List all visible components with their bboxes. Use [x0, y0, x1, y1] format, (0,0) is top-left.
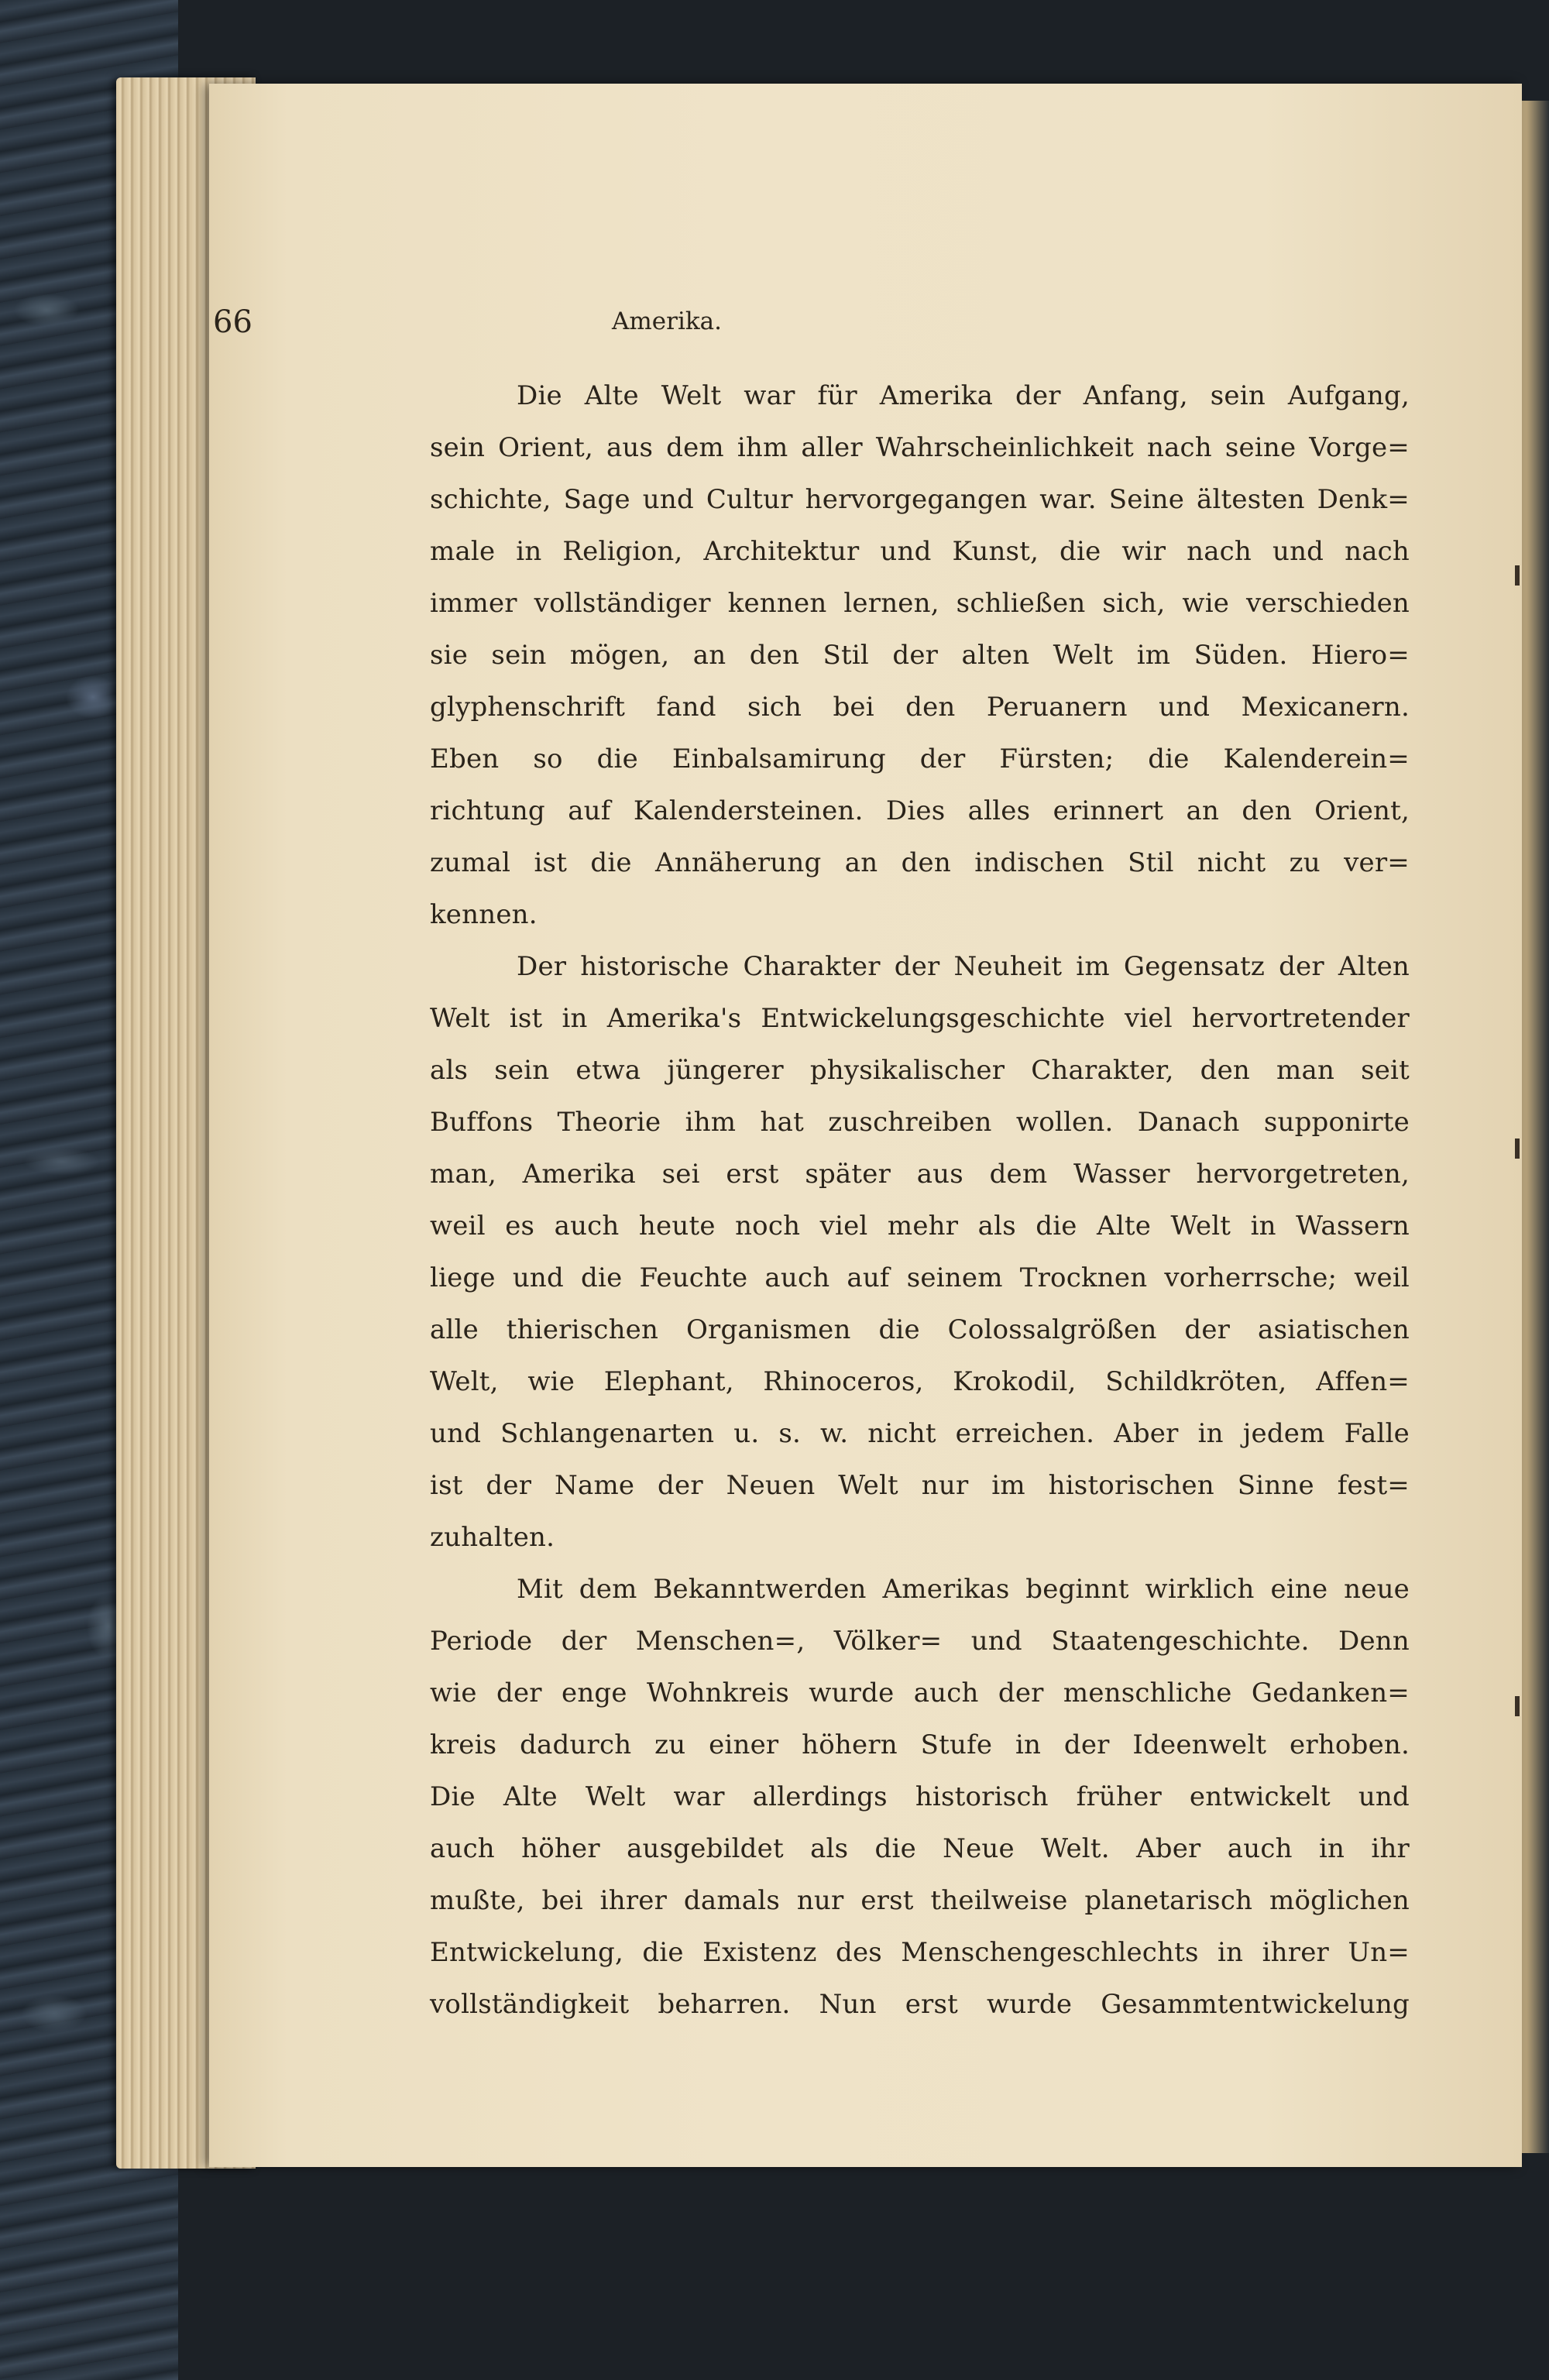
text-line: sein Orient, aus dem ihm aller Wahrscheinlichkeit nach seine Vorge=: [430, 432, 1410, 463]
text-line: man, Amerika sei erst später aus dem Wasser hervorgetreten,: [430, 1159, 1410, 1190]
text-line: kreis dadurch zu einer höhern Stufe in der Ideenwelt erhoben.: [430, 1729, 1410, 1760]
text-line: kennen.: [430, 899, 538, 930]
text-line: Die Alte Welt war für Amerika der Anfang, sein Aufgang,: [517, 380, 1410, 411]
text-line: wie der enge Wohnkreis wurde auch der menschliche Gedanken=: [430, 1678, 1410, 1709]
text-line: Periode der Menschen=, Völker= und Staatengeschichte. Denn: [430, 1626, 1410, 1657]
text-line: Mit dem Bekanntwerden Amerikas beginnt wirklich eine neue: [517, 1574, 1410, 1605]
text-line: zumal ist die Annäherung an den indischen Stil nicht zu ver=: [430, 847, 1410, 878]
text-line: Welt ist in Amerika's Entwickelungsgeschichte viel hervortretender: [430, 1003, 1410, 1034]
margin-mark: [1515, 565, 1520, 586]
text-line: Welt, wie Elephant, Rhinoceros, Krokodil, Schildkröten, Affen=: [430, 1366, 1410, 1397]
text-line: Entwickelung, die Existenz des Menschengeschlechts in ihrer Un=: [430, 1937, 1410, 1968]
text-line: Der historische Charakter der Neuheit im Gegensatz der Alten: [517, 951, 1410, 982]
text-line: immer vollständiger kennen lernen, schließen sich, wie verschieden: [430, 588, 1410, 619]
running-title: Amerika.: [612, 307, 722, 335]
text-line: zuhalten.: [430, 1522, 555, 1553]
text-line: vollständigkeit beharren. Nun erst wurde Gesammtentwickelung: [430, 1989, 1410, 2020]
text-line: liege und die Feuchte auch auf seinem Trocknen vorherrsche; weil: [430, 1262, 1410, 1293]
text-line: mußte, bei ihrer damals nur erst theilweise planetarisch möglichen: [430, 1885, 1410, 1916]
text-line: glyphenschrift fand sich bei den Peruanern und Mexicanern.: [430, 692, 1410, 723]
text-line: sie sein mögen, an den Stil der alten Welt im Süden. Hiero=: [430, 640, 1410, 671]
text-line: Die Alte Welt war allerdings historisch früher entwickelt und: [430, 1781, 1410, 1812]
text-line: schichte, Sage und Cultur hervorgegangen war. Seine ältesten Denk=: [430, 484, 1410, 515]
page-number: 66: [213, 304, 252, 340]
margin-mark: [1515, 1696, 1520, 1716]
text-line: alle thierischen Organismen die Colossalgrößen der asiatischen: [430, 1314, 1410, 1345]
text-line: Buffons Theorie ihm hat zuschreiben wollen. Danach supponirte: [430, 1107, 1410, 1138]
text-line: und Schlangenarten u. s. w. nicht erreichen. Aber in jedem Falle: [430, 1418, 1410, 1449]
body-text: [430, 370, 1410, 2031]
text-line: ist der Name der Neuen Welt nur im historischen Sinne fest=: [430, 1470, 1410, 1501]
margin-mark: [1515, 1138, 1520, 1159]
text-line: male in Religion, Architektur und Kunst, die wir nach und nach: [430, 536, 1410, 567]
text-line: weil es auch heute noch viel mehr als die Alte Welt in Wassern: [430, 1211, 1410, 1242]
text-line: auch höher ausgebildet als die Neue Welt. Aber auch in ihr: [430, 1833, 1410, 1864]
page-header: [0, 304, 1549, 351]
text-line: richtung auf Kalendersteinen. Dies alles erinnert an den Orient,: [430, 795, 1410, 826]
text-line: Eben so die Einbalsamirung der Fürsten; die Kalenderein=: [430, 744, 1410, 774]
text-line: als sein etwa jüngerer physikalischer Charakter, den man seit: [430, 1055, 1410, 1086]
